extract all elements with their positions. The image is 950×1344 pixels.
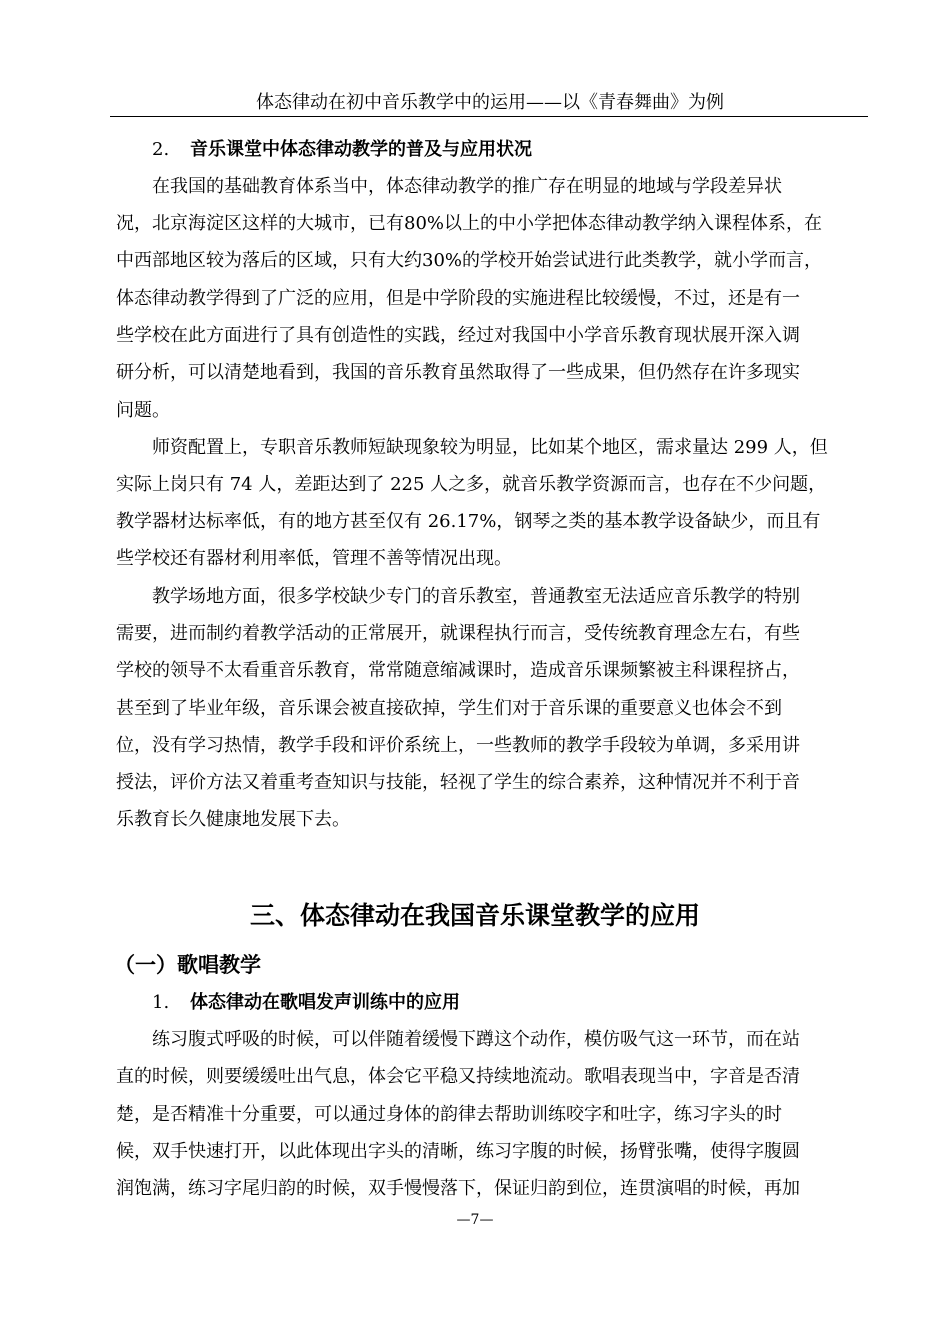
paragraph-line: 体态律动教学得到了广泛的应用，但是中学阶段的实施进程比较缓慢，不过，还是有一 bbox=[116, 288, 800, 309]
paragraph-line: 实际上岗只有 74 人，差距达到了 225 人之多，就音乐教学资源而言，也存在不少问题， bbox=[116, 474, 827, 495]
paragraph-line: 直的时候，则要缓缓吐出气息，体会它平稳又持续地流动。歌唱表现当中，字音是否清 bbox=[116, 1066, 800, 1087]
paragraph-line: 教学器材达标率低，有的地方甚至仅有 26.17%，钢琴之类的基本教学设备缺少，而且有 bbox=[116, 511, 821, 532]
subsection-heading-2 bbox=[152, 135, 532, 165]
running-header: 体态律动在初中音乐教学中的运用——以《青春舞曲》为例 bbox=[256, 92, 724, 113]
paragraph-line: 些学校在此方面进行了具有创造性的实践，经过对我国中小学音乐教育现状展开深入调 bbox=[116, 325, 800, 346]
paragraph-line: 在我国的基础教育体系当中，体态律动教学的推广存在明显的地域与学段差异状 bbox=[152, 176, 782, 197]
paragraph-line: 甚至到了毕业年级，音乐课会被直接砍掉，学生们对于音乐课的重要意义也体会不到 bbox=[116, 698, 782, 719]
paragraph-line: 况，北京海淀区这样的大城市，已有80%以上的中小学把体态律动教学纳入课程体系，在 bbox=[116, 213, 823, 234]
paragraph-line: 候，双手快速打开，以此体现出字头的清晰，练习字腹的时候，扬臂张嘴，使得字腹圆 bbox=[116, 1141, 800, 1162]
paragraph-line: 楚，是否精准十分重要，可以通过身体的韵律去帮助训练咬字和吐字，练习字头的时 bbox=[116, 1104, 782, 1125]
subsection-title-singing: （一）歌唱教学 bbox=[114, 953, 261, 977]
subsection-number: 2. bbox=[152, 139, 170, 160]
paragraph-line: 教学场地方面，很多学校缺少专门的音乐教室，普通教室无法适应音乐教学的特别 bbox=[152, 586, 800, 607]
paragraph-line: 乐教育长久健康地发展下去。 bbox=[116, 809, 350, 830]
paragraph-line: 研分析，可以清楚地看到，我国的音乐教育虽然取得了一些成果，但仍然存在许多现实 bbox=[116, 362, 800, 383]
paragraph-line: 学校的领导不太看重音乐教育，常常随意缩减课时，造成音乐课频繁被主科课程挤占， bbox=[116, 660, 800, 681]
section-title: 三、体态律动在我国音乐课堂教学的应用 bbox=[249, 901, 700, 930]
paragraph-line: 些学校还有器材利用率低，管理不善等情况出现。 bbox=[116, 548, 512, 569]
page-number: —7— bbox=[456, 1212, 494, 1228]
paragraph-line: 需要，进而制约着教学活动的正常展开，就课程执行而言，受传统教育理念左右，有些 bbox=[116, 623, 800, 644]
subsection-title: 音乐课堂中体态律动教学的普及与应用状况 bbox=[190, 139, 532, 160]
paragraph-line: 位，没有学习热情，教学手段和评价系统上，一些教师的教学手段较为单调，多采用讲 bbox=[116, 735, 800, 756]
subsection-heading-1 bbox=[152, 988, 460, 1018]
paragraph-line: 润饱满，练习字尾归韵的时候，双手慢慢落下，保证归韵到位，连贯演唱的时候，再加 bbox=[116, 1178, 800, 1199]
paragraph-line: 问题。 bbox=[116, 400, 170, 421]
paragraph-line: 师资配置上，专职音乐教师短缺现象较为明显，比如某个地区，需求量达 299 人，但 bbox=[152, 437, 828, 458]
paragraph-line: 练习腹式呼吸的时候，可以伴随着缓慢下蹲这个动作，模仿吸气这一环节，而在站 bbox=[152, 1029, 800, 1050]
header-rule bbox=[110, 116, 868, 117]
paragraph-line: 中西部地区较为落后的区域，只有大约30%的学校开始尝试进行此类教学，就小学而言， bbox=[116, 250, 823, 271]
paragraph-line: 授法，评价方法又着重考查知识与技能，轻视了学生的综合素养，这种情况并不利于音 bbox=[116, 772, 800, 793]
subsection-title: 体态律动在歌唱发声训练中的应用 bbox=[190, 992, 460, 1013]
subsection-number: 1. bbox=[152, 992, 170, 1013]
